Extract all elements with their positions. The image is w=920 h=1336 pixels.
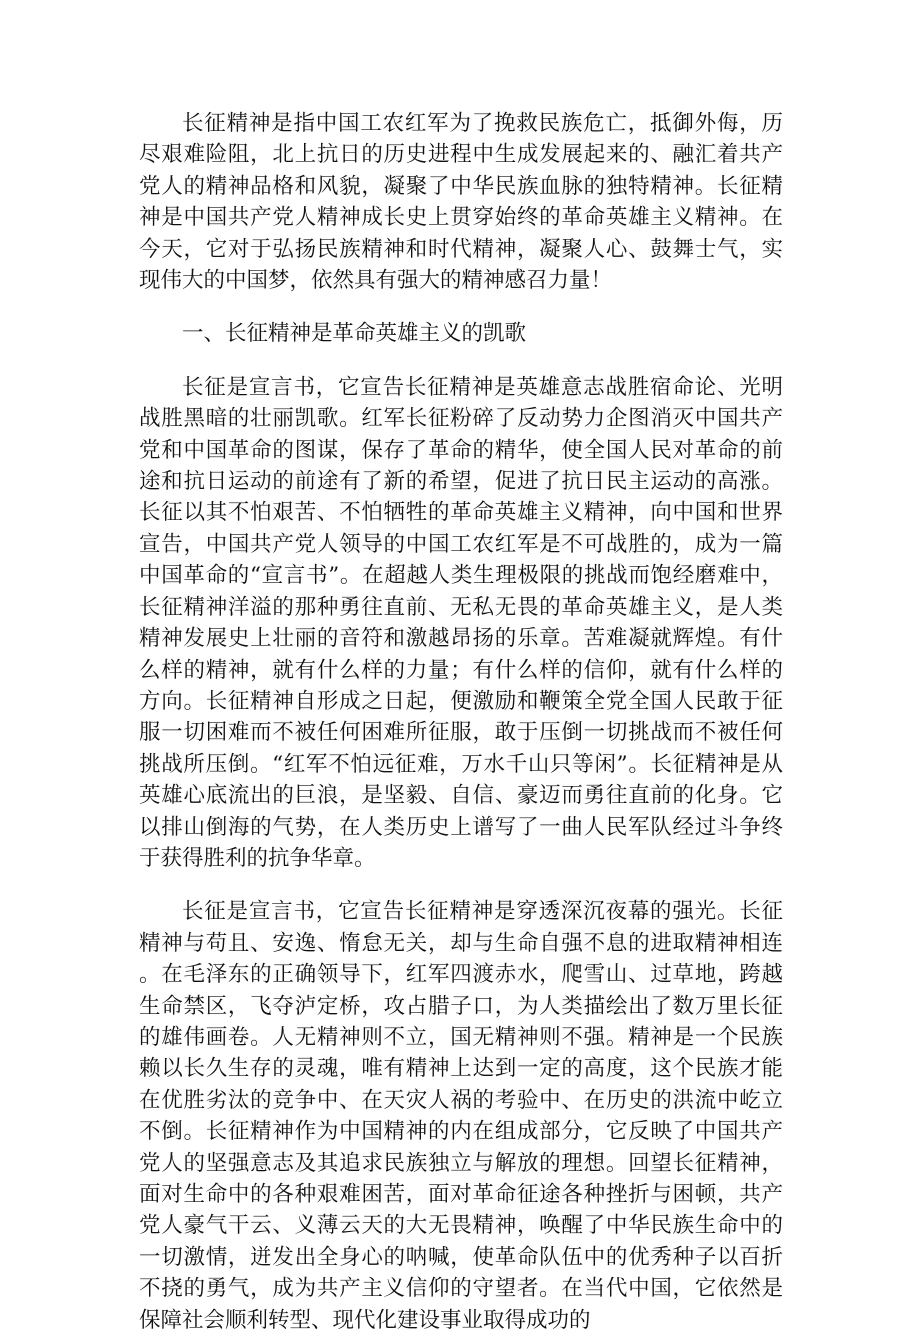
body-paragraph-1: 长征是宣言书，它宣告长征精神是英雄意志战胜宿命论、光明战胜黑暗的壮丽凯歌。红军长征粉碎了反动势力企图消灭中国共产党和中国革命的图谋，保存了革命的精华，使全国人民对革命的前途和抗日运动的前途有了新的希望，促进了抗日民主运动的高涨。长征以其不怕艰苦、不怕牺牲的革命英雄主义精神，向中国和世界宣告，中国共产党人领导的中国工农红军是不可战胜的，成为一篇中国革命的“宣言书”。在超越人类生理极限的挑战而饱经磨难中，长征精神洋溢的那种勇往直前、无私无畏的革命英雄主义，是人类精神发展史上壮丽的音符和激越昂扬的乐章。苦难凝就辉煌。有什么样的精神，就有什么样的力量；有什么样的信仰，就有什么样的方向。长征精神自形成之日起，便激励和鞭策全党全国人民敢于征服一切困难而不被任何困难所征服，敢于压倒一切挑战而不被任何挑战所压倒。“红军不怕远征难，万水千山只等闲”。长征精神是从英雄心底流出的巨浪，是坚毅、自信、豪迈而勇往直前的化身。它以排山倒海的气势，在人类历史上谱写了一曲人民军队经过斗争终于获得胜利的抗争华章。 <box>139 374 783 871</box>
document-page <box>139 108 783 1336</box>
intro-paragraph: 长征精神是指中国工农红军为了挽救民族危亡，抵御外侮，历尽艰难险阻，北上抗日的历史进程中生成发展起来的、融汇着共产党人的精神品格和风貌，凝聚了中华民族血脉的独特精神。长征精神是中国共产党人精神成长史上贯穿始终的革命英雄主义精神。在今天，它对于弘扬民族精神和时代精神，凝聚人心、鼓舞士气，实现伟大的中国梦，依然具有强大的精神感召力量！ <box>139 111 783 294</box>
body-paragraph-2: 长征是宣言书，它宣告长征精神是穿透深沉夜幕的强光。长征精神与苟且、安逸、惰怠无关，却与生命自强不息的进取精神相连。在毛泽东的正确领导下，红军四渡赤水，爬雪山、过草地，跨越生命禁区，飞夺泸定桥，攻占腊子口，为人类描绘出了数万里长征的雄伟画卷。人无精神则不立，国无精神则不强。精神是一个民族赖以长久生存的灵魂，唯有精神上达到一定的高度，这个民族才能在优胜劣汰的竞争中、在天灾人祸的考验中、在历史的洪流中屹立不倒。长征精神作为中国精神的内在组成部分，它反映了中国共产党人的坚强意志及其追求民族独立与解放的理想。回望长征精神，面对生命中的各种艰难困苦，面对革命征途各种挫折与困顿，共产党人豪气干云、义薄云天的大无畏精神，唤醒了中华民族生命中的一切激情，迸发出全身心的呐喊，使革命队伍中的优秀种子以百折不挠的勇气，成为共产主义信仰的守望者。在当代中国，它依然是保障社会顺利转型、现代化建设事业取得成功的 <box>139 899 783 1333</box>
section-heading: 一、长征精神是革命英雄主义的凯歌 <box>182 321 527 347</box>
